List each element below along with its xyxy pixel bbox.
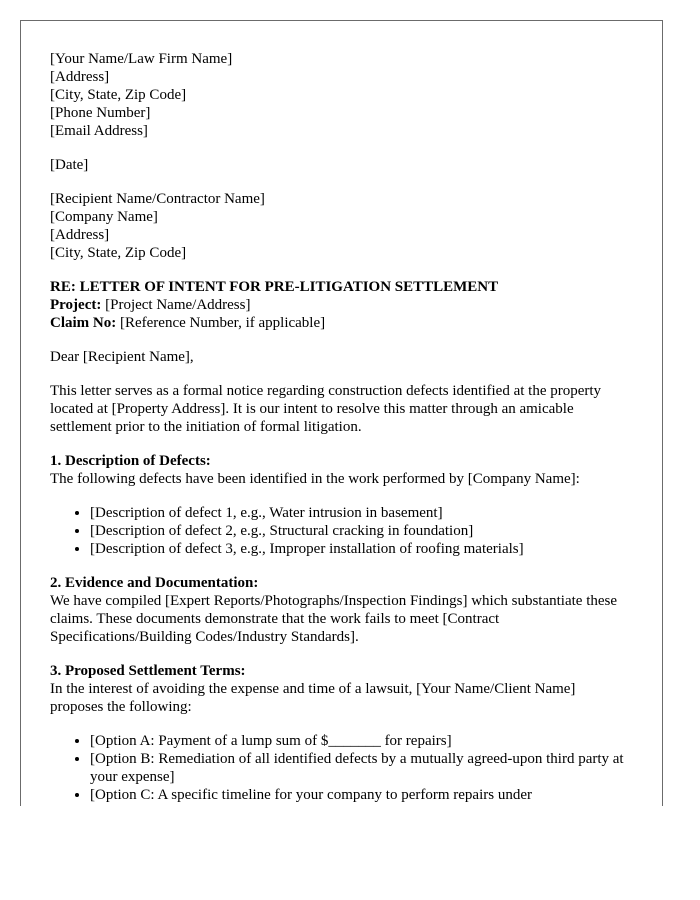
recipient-address: [Address]	[50, 227, 110, 243]
letter-body	[50, 50, 630, 804]
intro-paragraph	[50, 382, 630, 436]
letter-date: [Date]	[50, 157, 89, 173]
list-item: • [Description of defect 1, e.g., Water intrusion in basement]	[90, 504, 630, 522]
section-terms-text: In the interest of avoiding the expense and time of a lawsuit, [Your Name/Client Name] proposes the following:	[50, 681, 576, 715]
sender-phone: [Phone Number]	[50, 105, 151, 121]
claim-line	[50, 314, 630, 332]
claim-label: Claim No:	[50, 315, 117, 331]
sender-name: [Your Name/Law Firm Name]	[50, 51, 233, 67]
recipient-city-state-zip: [City, State, Zip Code]	[50, 245, 187, 261]
project-value: [Project Name/Address]	[101, 297, 251, 313]
list-item: • [Description of defect 2, e.g., Structural cracking in foundation]	[90, 522, 630, 540]
list-item: • [Option A: Payment of a lump sum of $_______ for repairs]	[90, 732, 630, 750]
section-evidence-heading: 2. Evidence and Documentation:	[50, 575, 259, 591]
section-evidence-text: We have compiled [Expert Reports/Photographs/Inspection Findings] which substantiate these claims. These documents demonstrate that the work fails to meet [Contract Specifications/Building Codes/Industry Standards].	[50, 593, 618, 645]
section-terms-heading: 3. Proposed Settlement Terms:	[50, 663, 246, 679]
sender-address: [Address]	[50, 69, 110, 85]
section-defects-text: The following defects have been identified in the work performed by [Company Name]:	[50, 471, 580, 487]
intro-text: This letter serves as a formal notice regarding construction defects identified at the property located at [Property Address]. It is our intent to resolve this matter through an amicable settlement prior to the initiation of formal litigation.	[50, 383, 602, 435]
subject-block	[50, 278, 630, 332]
list-item: • [Description of defect 3, e.g., Improper installation of roofing materials]	[90, 540, 630, 558]
list-item: • [Option C: A specific timeline for your company to perform repairs under	[90, 786, 630, 804]
recipient-name: [Recipient Name/Contractor Name]	[50, 191, 265, 207]
section-terms	[50, 662, 630, 716]
recipient-company: [Company Name]	[50, 209, 158, 225]
sender-block	[50, 50, 630, 140]
sender-email: [Email Address]	[50, 123, 148, 139]
sender-city-state-zip: [City, State, Zip Code]	[50, 87, 187, 103]
section-defects-heading: 1. Description of Defects:	[50, 453, 211, 469]
date-block	[50, 156, 630, 174]
recipient-block	[50, 190, 630, 262]
project-line	[50, 296, 630, 314]
salutation	[50, 348, 630, 366]
re-line: RE: LETTER OF INTENT FOR PRE-LITIGATION SETTLEMENT	[50, 279, 499, 295]
list-item: • [Option B: Remediation of all identified defects by a mutually agreed-upon third party at your expense]	[90, 750, 630, 786]
salutation-text: Dear [Recipient Name],	[50, 349, 194, 365]
section-evidence	[50, 574, 630, 646]
claim-value: [Reference Number, if applicable]	[116, 315, 326, 331]
section-defects	[50, 452, 630, 488]
project-label: Project:	[50, 297, 102, 313]
settlement-options-list	[50, 732, 630, 804]
letter-page	[20, 20, 663, 806]
defects-list	[50, 504, 630, 558]
